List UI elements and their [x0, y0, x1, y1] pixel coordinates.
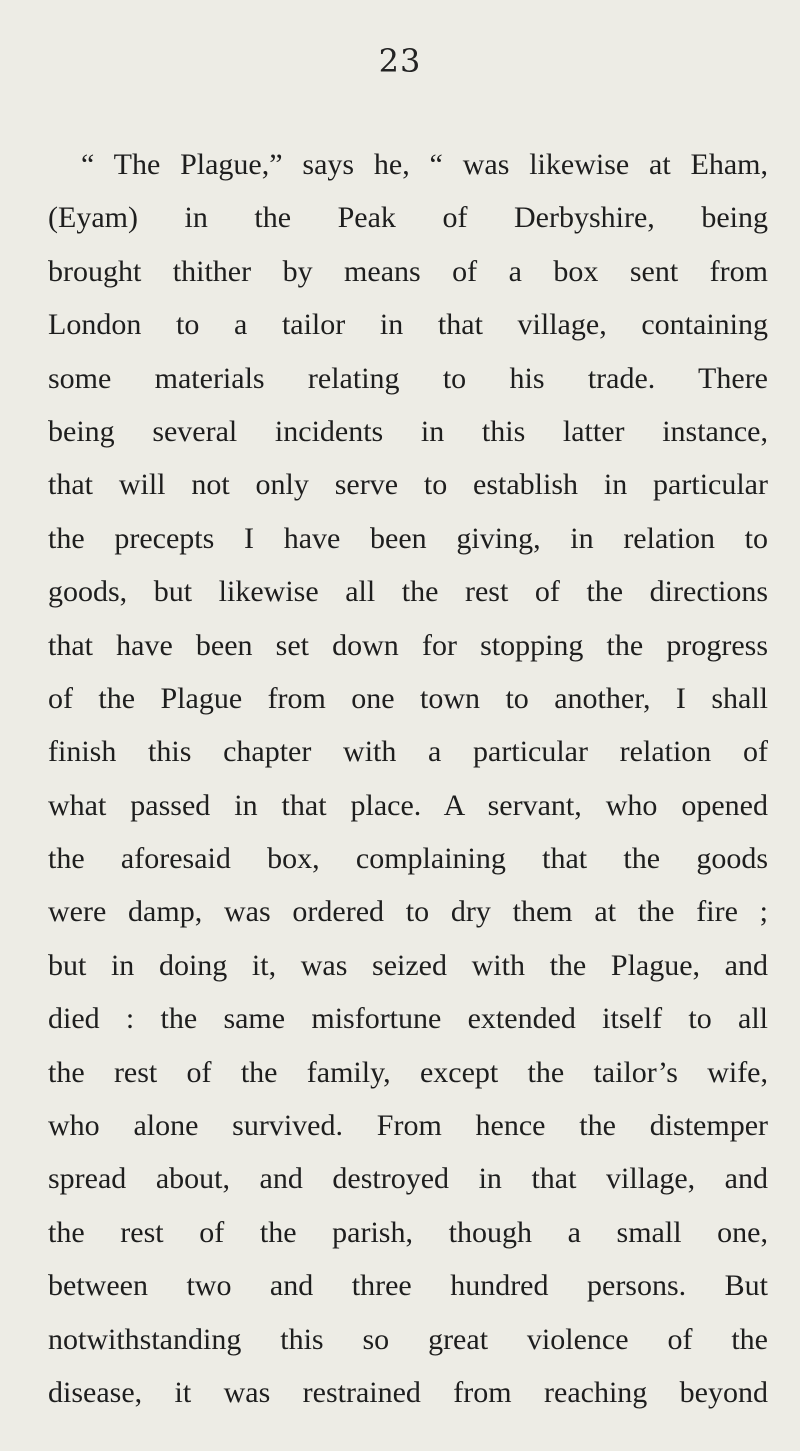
text-line: of the Plague from one town to another, I shall	[48, 681, 768, 715]
text-line: but in doing it, was seized with the Plague, and	[48, 948, 768, 982]
text-line: “ The Plague,” says he, “ was likewise at Eham,	[81, 148, 768, 181]
text-line: that have been set down for stopping the progress	[48, 628, 768, 662]
text-line: the aforesaid box, complaining that the goods	[48, 842, 768, 876]
text-line: who alone survived. From hence the distemper	[48, 1109, 768, 1143]
text-line: brought thither by means of a box sent from	[48, 254, 768, 288]
text-line: finish this chapter with a particular relation of	[48, 735, 768, 769]
text-line: the precepts I have been giving, in relation to	[48, 521, 768, 555]
text-line: died : the same misfortune extended itself to all	[48, 1002, 768, 1036]
body-text	[48, 138, 768, 1419]
text-line: were damp, was ordered to dry them at the fire ;	[48, 895, 768, 929]
text-line: some materials relating to his trade. There	[48, 361, 768, 395]
text-line: disease, it was restrained from reaching beyond	[48, 1375, 768, 1409]
page-number: 23	[378, 42, 422, 80]
text-line: that will not only serve to establish in particular	[48, 468, 768, 502]
text-line: what passed in that place. A servant, who opened	[48, 788, 768, 822]
text-line: (Eyam) in the Peak of Derbyshire, being	[48, 201, 768, 235]
text-line: notwithstanding this so great violence of the	[48, 1322, 768, 1356]
text-line: the rest of the parish, though a small one,	[48, 1215, 768, 1249]
text-line: being several incidents in this latter instance,	[48, 414, 768, 448]
text-line: goods, but likewise all the rest of the directions	[48, 575, 768, 609]
text-line: the rest of the family, except the tailor’s wife,	[48, 1055, 768, 1089]
text-line: London to a tailor in that village, containing	[48, 308, 768, 342]
text-line: spread about, and destroyed in that village, and	[48, 1162, 768, 1196]
text-line: between two and three hundred persons. But	[48, 1269, 768, 1303]
